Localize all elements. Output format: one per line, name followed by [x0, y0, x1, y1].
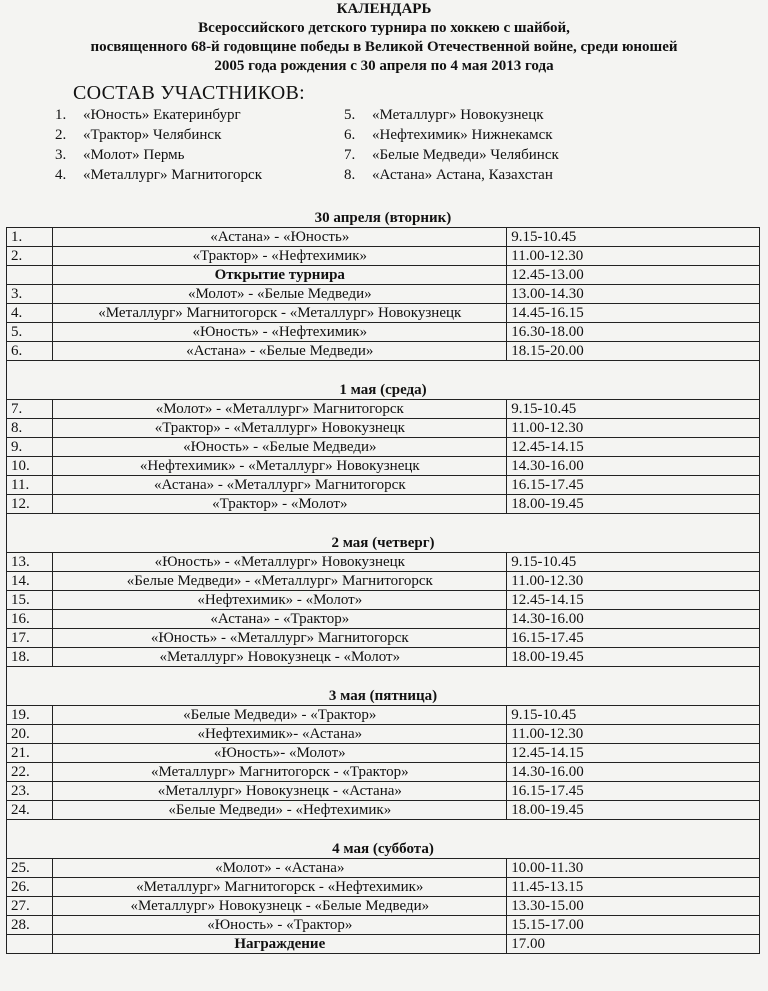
table-row: [7, 228, 760, 247]
roster-item: [55, 105, 262, 125]
table-row: [7, 629, 760, 648]
match-number: 5.: [7, 323, 53, 342]
roster-item-team: «Астана» Астана, Казахстан: [372, 167, 553, 183]
match-time: 15.15-17.00: [507, 916, 760, 935]
schedule-table: [6, 209, 760, 954]
match-number: 13.: [7, 553, 53, 572]
day-header-row: [7, 687, 760, 706]
match-teams: «Нефтехимик» - «Металлург» Новокузнецк: [53, 457, 507, 476]
table-row: [7, 247, 760, 266]
match-number: 7.: [7, 400, 53, 419]
table-row: [7, 706, 760, 725]
table-row: [7, 935, 760, 954]
title-line-3: 2005 года рождения с 30 апреля по 4 мая 2013 года: [214, 58, 554, 74]
match-teams: Награждение: [53, 935, 507, 954]
match-teams: «Юность» - «Металлург» Магнитогорск: [53, 629, 507, 648]
day-separator-cell: [7, 361, 760, 382]
roster-item-team: «Металлург» Магнитогорск: [83, 167, 262, 183]
match-teams: «Белые Медведи» - «Металлург» Магнитогорск: [53, 572, 507, 591]
match-teams: «Молот» - «Металлург» Магнитогорск: [53, 400, 507, 419]
roster-item: [344, 165, 559, 185]
day-title: 30 апреля (вторник): [7, 209, 760, 228]
roster-item-number: 2.: [55, 127, 67, 143]
table-row: [7, 342, 760, 361]
match-time: 9.15-10.45: [507, 553, 760, 572]
match-teams: «Нефтехимик» - «Молот»: [53, 591, 507, 610]
match-number: 16.: [7, 610, 53, 629]
match-teams: «Металлург» Новокузнецк - «Астана»: [53, 782, 507, 801]
match-teams: «Белые Медведи» - «Трактор»: [53, 706, 507, 725]
match-time: 14.45-16.15: [507, 304, 760, 323]
match-number: 23.: [7, 782, 53, 801]
match-time: 14.30-16.00: [507, 610, 760, 629]
match-teams: «Трактор» - «Молот»: [53, 495, 507, 514]
roster-item-team: «Белые Медведи» Челябинск: [372, 147, 559, 163]
match-teams: «Металлург» Магнитогорск - «Металлург» Новокузнецк: [53, 304, 507, 323]
title-line-1: Всероссийского детского турнира по хоккею с шайбой,: [198, 20, 570, 36]
match-time: 18.00-19.45: [507, 495, 760, 514]
match-time: 9.15-10.45: [507, 706, 760, 725]
match-teams: «Юность» - «Металлург» Новокузнецк: [53, 553, 507, 572]
match-time: 9.15-10.45: [507, 400, 760, 419]
day-title: 4 мая (суббота): [7, 840, 760, 859]
roster-item-number: 7.: [344, 147, 356, 163]
match-teams: «Молот» - «Белые Медведи»: [53, 285, 507, 304]
roster-item-team: «Юность» Екатеринбург: [83, 107, 241, 123]
match-number: 19.: [7, 706, 53, 725]
roster-heading: СОСТАВ УЧАСТНИКОВ:: [73, 82, 306, 104]
match-number: 25.: [7, 859, 53, 878]
table-row: [7, 591, 760, 610]
day-title: 1 мая (среда): [7, 381, 760, 400]
match-teams: «Астана» - «Трактор»: [53, 610, 507, 629]
match-number: 9.: [7, 438, 53, 457]
match-number: 11.: [7, 476, 53, 495]
match-number: 12.: [7, 495, 53, 514]
match-time: 18.00-19.45: [507, 801, 760, 820]
roster-item-number: 4.: [55, 167, 67, 183]
match-number: 15.: [7, 591, 53, 610]
match-number: 20.: [7, 725, 53, 744]
day-title: 3 мая (пятница): [7, 687, 760, 706]
title-line-2: посвященного 68-й годовщине победы в Великой Отечественной войне, среди юношей: [90, 39, 678, 55]
match-teams: «Нефтехимик»- «Астана»: [53, 725, 507, 744]
match-number: 6.: [7, 342, 53, 361]
day-separator: [7, 667, 760, 688]
day-separator-cell: [7, 820, 760, 841]
match-number: 1.: [7, 228, 53, 247]
match-teams: «Юность» - «Нефтехимик»: [53, 323, 507, 342]
table-row: [7, 763, 760, 782]
table-row: [7, 419, 760, 438]
match-teams: «Белые Медведи» - «Нефтехимик»: [53, 801, 507, 820]
roster-item-team: «Трактор» Челябинск: [83, 127, 222, 143]
match-time: 10.00-11.30: [507, 859, 760, 878]
roster-item-number: 1.: [55, 107, 67, 123]
match-time: 12.45-14.15: [507, 744, 760, 763]
table-row: [7, 438, 760, 457]
match-time: 16.15-17.45: [507, 476, 760, 495]
match-time: 17.00: [507, 935, 760, 954]
match-teams: Открытие турнира: [53, 266, 507, 285]
table-row: [7, 457, 760, 476]
roster-item: [344, 145, 559, 165]
match-time: 13.30-15.00: [507, 897, 760, 916]
match-number: 14.: [7, 572, 53, 591]
match-teams: «Металлург» Магнитогорск - «Нефтехимик»: [53, 878, 507, 897]
table-row: [7, 897, 760, 916]
match-time: 18.15-20.00: [507, 342, 760, 361]
roster-item-team: «Нефтехимик» Нижнекамск: [372, 127, 553, 143]
table-row: [7, 495, 760, 514]
match-time: 16.15-17.45: [507, 629, 760, 648]
match-number: 21.: [7, 744, 53, 763]
table-row: [7, 878, 760, 897]
day-separator-cell: [7, 667, 760, 688]
table-row: [7, 266, 760, 285]
match-time: 16.15-17.45: [507, 782, 760, 801]
table-row: [7, 553, 760, 572]
table-row: [7, 744, 760, 763]
table-row: [7, 859, 760, 878]
table-row: [7, 572, 760, 591]
table-row: [7, 323, 760, 342]
roster-item: [55, 145, 262, 165]
day-header-row: [7, 840, 760, 859]
table-row: [7, 725, 760, 744]
match-teams: «Металлург» Новокузнецк - «Молот»: [53, 648, 507, 667]
match-teams: «Трактор» - «Нефтехимик»: [53, 247, 507, 266]
match-number: 2.: [7, 247, 53, 266]
match-number: 27.: [7, 897, 53, 916]
match-time: 11.45-13.15: [507, 878, 760, 897]
match-number: [7, 935, 53, 954]
roster-item: [344, 105, 559, 125]
match-time: 12.45-14.15: [507, 438, 760, 457]
table-row: [7, 304, 760, 323]
roster-item-team: «Молот» Пермь: [83, 147, 185, 163]
roster-list: [0, 105, 768, 189]
table-row: [7, 916, 760, 935]
roster-item-number: 8.: [344, 167, 356, 183]
match-number: 8.: [7, 419, 53, 438]
match-teams: «Трактор» - «Металлург» Новокузнецк: [53, 419, 507, 438]
match-teams: «Астана» - «Юность»: [53, 228, 507, 247]
match-number: 17.: [7, 629, 53, 648]
table-row: [7, 801, 760, 820]
match-teams: «Астана» - «Белые Медведи»: [53, 342, 507, 361]
roster-item-number: 5.: [344, 107, 356, 123]
roster-item-number: 3.: [55, 147, 67, 163]
match-number: 26.: [7, 878, 53, 897]
roster-column-left: [55, 105, 262, 185]
day-title: 2 мая (четверг): [7, 534, 760, 553]
match-time: 14.30-16.00: [507, 763, 760, 782]
match-number: 10.: [7, 457, 53, 476]
match-teams: «Астана» - «Металлург» Магнитогорск: [53, 476, 507, 495]
match-teams: «Юность» - «Белые Медведи»: [53, 438, 507, 457]
match-time: 11.00-12.30: [507, 247, 760, 266]
day-separator-cell: [7, 514, 760, 535]
match-time: 14.30-16.00: [507, 457, 760, 476]
match-number: 3.: [7, 285, 53, 304]
day-separator: [7, 820, 760, 841]
table-row: [7, 610, 760, 629]
match-time: 13.00-14.30: [507, 285, 760, 304]
document-title: КАЛЕНДАРЬ: [336, 1, 432, 17]
match-teams: «Юность» - «Трактор»: [53, 916, 507, 935]
document-header: [0, 0, 768, 76]
match-time: 12.45-13.00: [507, 266, 760, 285]
match-teams: «Молот» - «Астана»: [53, 859, 507, 878]
match-number: 24.: [7, 801, 53, 820]
match-teams: «Юность»- «Молот»: [53, 744, 507, 763]
roster-column-right: [344, 105, 559, 185]
table-row: [7, 476, 760, 495]
roster-item: [55, 165, 262, 185]
match-number: 28.: [7, 916, 53, 935]
day-header-row: [7, 534, 760, 553]
match-number: 18.: [7, 648, 53, 667]
day-separator: [7, 361, 760, 382]
day-separator: [7, 514, 760, 535]
match-time: 11.00-12.30: [507, 725, 760, 744]
match-time: 12.45-14.15: [507, 591, 760, 610]
match-time: 11.00-12.30: [507, 572, 760, 591]
table-row: [7, 285, 760, 304]
match-number: [7, 266, 53, 285]
match-time: 11.00-12.30: [507, 419, 760, 438]
table-row: [7, 400, 760, 419]
match-number: 4.: [7, 304, 53, 323]
roster-item-number: 6.: [344, 127, 356, 143]
roster-item-team: «Металлург» Новокузнецк: [372, 107, 544, 123]
match-time: 9.15-10.45: [507, 228, 760, 247]
day-header-row: [7, 209, 760, 228]
table-row: [7, 648, 760, 667]
roster-item: [55, 125, 262, 145]
table-row: [7, 782, 760, 801]
match-time: 16.30-18.00: [507, 323, 760, 342]
match-time: 18.00-19.45: [507, 648, 760, 667]
roster-item: [344, 125, 559, 145]
day-header-row: [7, 381, 760, 400]
match-number: 22.: [7, 763, 53, 782]
match-teams: «Металлург» Новокузнецк - «Белые Медведи»: [53, 897, 507, 916]
match-teams: «Металлург» Магнитогорск - «Трактор»: [53, 763, 507, 782]
